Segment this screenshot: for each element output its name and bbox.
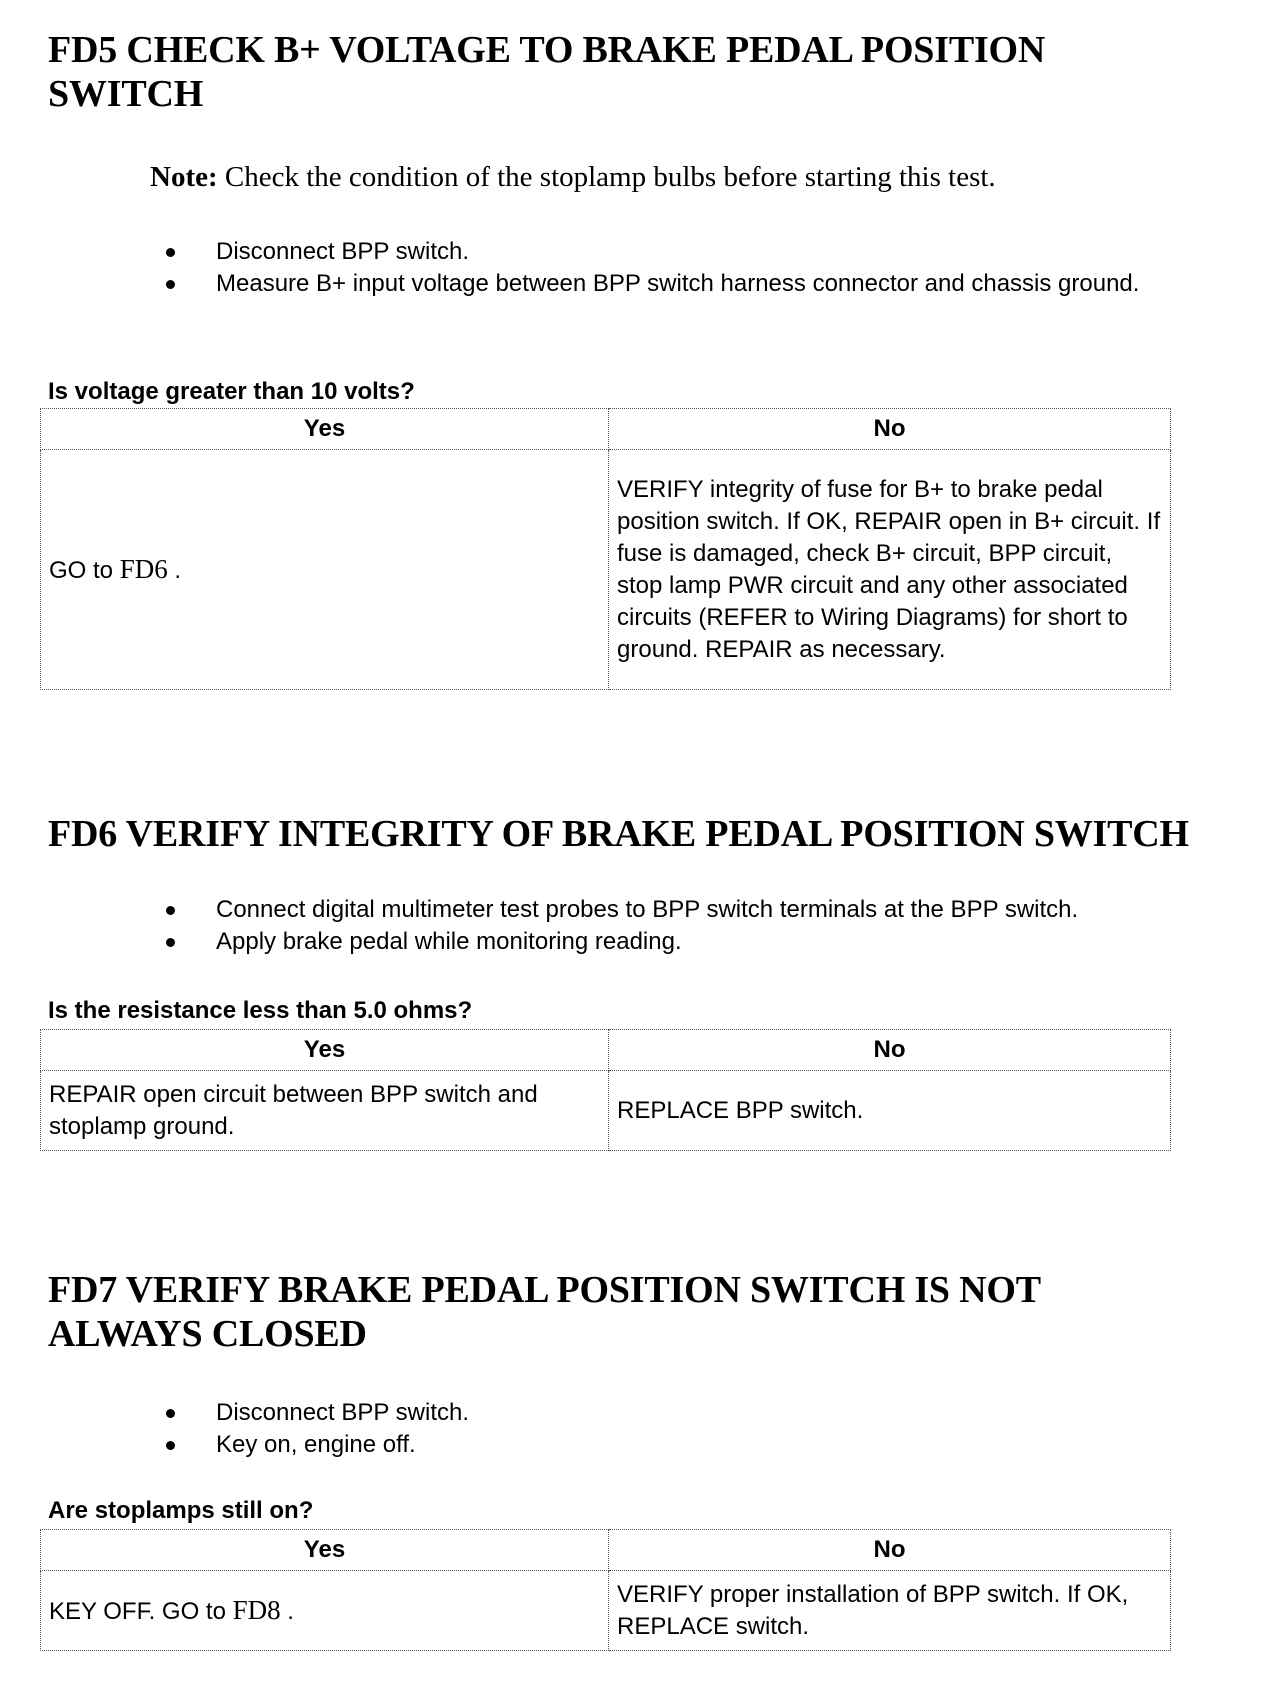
bullet-icon	[166, 248, 175, 257]
bullet-icon	[166, 280, 175, 289]
list-item	[0, 1429, 1206, 1461]
bullet-text: Apply brake pedal while monitoring reading.	[216, 928, 682, 955]
list-item	[0, 894, 1206, 926]
list-item	[0, 268, 1206, 300]
bullet-text: Measure B+ input voltage between BPP switch harness connector and chassis ground.	[216, 270, 1140, 297]
fd6-answer-table	[40, 1029, 1171, 1151]
bullet-icon	[166, 938, 175, 947]
fd5-heading-line2: SWITCH	[48, 73, 204, 115]
bullet-icon	[166, 906, 175, 915]
fd5-heading-line1: FD5 CHECK B+ VOLTAGE TO BRAKE PEDAL POSITION	[48, 29, 1046, 71]
fd5-answer-table	[40, 408, 1171, 690]
yes-text: GO to	[49, 556, 120, 584]
fd5-note	[150, 160, 996, 194]
yes-text: KEY OFF. GO to	[49, 1597, 233, 1625]
note-label: Note:	[150, 161, 218, 193]
fd8-link[interactable]: FD8	[232, 1594, 281, 1625]
no-header: No	[609, 1030, 1171, 1071]
yes-suffix: .	[280, 1597, 294, 1625]
no-cell: VERIFY integrity of fuse for B+ to brake pedal position switch. If OK, REPAIR open in B+ circuit. If fuse is damaged, check B+ circuit, BPP circuit, stop lamp PWR circuit and any other associated circuits (REFER to Wiring Diagrams) for short to ground. REPAIR as necessary.	[609, 450, 1171, 690]
list-item	[0, 236, 1206, 268]
yes-header: Yes	[41, 1530, 609, 1571]
yes-cell: REPAIR open circuit between BPP switch and stoplamp ground.	[41, 1071, 609, 1151]
bullet-icon	[166, 1409, 175, 1418]
table-header-row	[41, 409, 1171, 450]
yes-header: Yes	[41, 409, 609, 450]
fd5-question: Is voltage greater than 10 volts?	[48, 378, 415, 405]
fd6-link[interactable]: FD6	[119, 553, 168, 584]
fd5-bullet-list	[0, 236, 1206, 300]
table-row	[41, 1571, 1171, 1651]
bullet-text: Key on, engine off.	[216, 1431, 416, 1458]
yes-suffix: .	[167, 556, 182, 584]
no-header: No	[609, 409, 1171, 450]
table-row	[41, 1071, 1171, 1151]
bullet-text: Disconnect BPP switch.	[216, 238, 469, 265]
table-row	[41, 450, 1171, 690]
list-item	[0, 926, 1206, 958]
yes-header: Yes	[41, 1030, 609, 1071]
bullet-icon	[166, 1441, 175, 1450]
fd7-answer-table	[40, 1529, 1171, 1651]
no-cell: VERIFY proper installation of BPP switch. If OK, REPLACE switch.	[609, 1571, 1171, 1651]
table-header-row	[41, 1530, 1171, 1571]
fd7-bullet-list	[0, 1397, 1206, 1461]
fd7-heading	[48, 1268, 1041, 1356]
fd7-heading-line2: ALWAYS CLOSED	[48, 1313, 367, 1355]
bullet-text: Connect digital multimeter test probes to BPP switch terminals at the BPP switch.	[216, 896, 1079, 923]
no-header: No	[609, 1530, 1171, 1571]
fd7-question: Are stoplamps still on?	[48, 1497, 314, 1524]
list-item	[0, 1397, 1206, 1429]
bullet-text: Disconnect BPP switch.	[216, 1399, 469, 1426]
note-text: Check the condition of the stoplamp bulbs before starting this test.	[224, 161, 996, 193]
fd7-heading-line1: FD7 VERIFY BRAKE PEDAL POSITION SWITCH IS NOT	[48, 1269, 1041, 1311]
fd5-heading	[48, 28, 1045, 116]
yes-cell	[41, 1571, 609, 1651]
fd6-bullet-list	[0, 894, 1206, 958]
yes-cell	[41, 450, 609, 690]
table-header-row	[41, 1030, 1171, 1071]
no-cell: REPLACE BPP switch.	[609, 1071, 1171, 1151]
fd6-question: Is the resistance less than 5.0 ohms?	[48, 997, 473, 1024]
fd6-heading: FD6 VERIFY INTEGRITY OF BRAKE PEDAL POSITION SWITCH	[48, 813, 1189, 855]
